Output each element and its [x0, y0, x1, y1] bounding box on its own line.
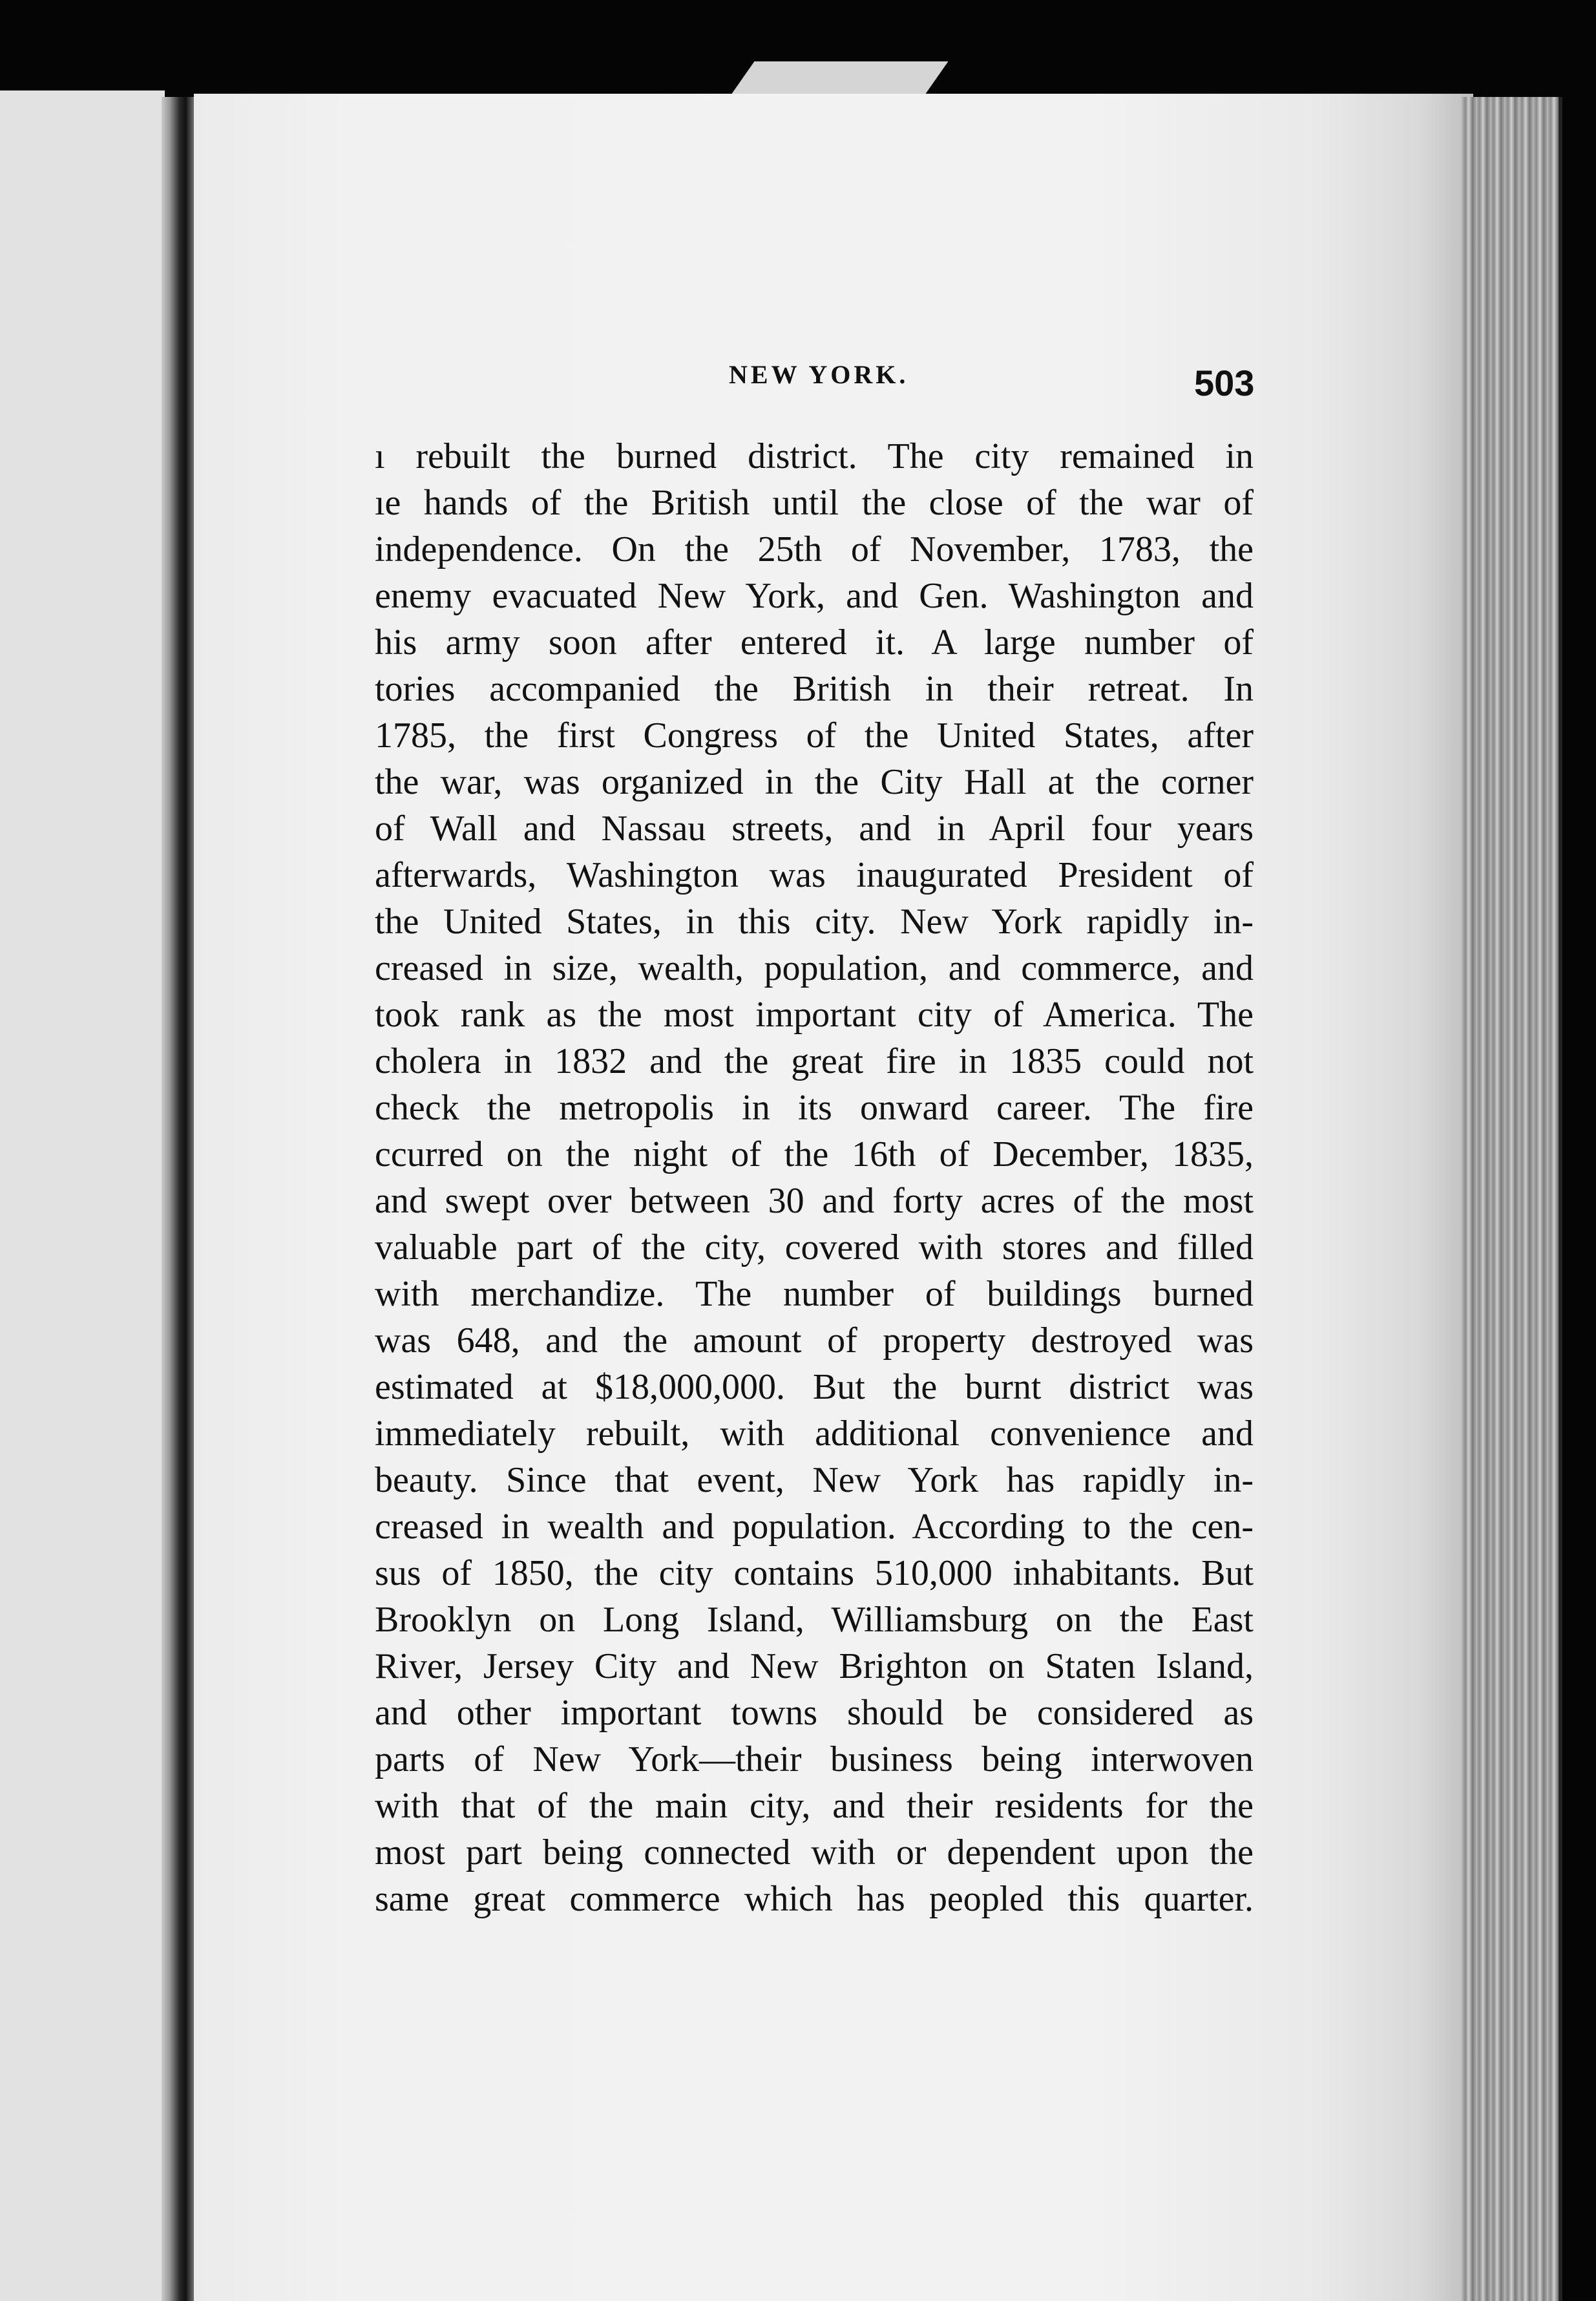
text-line: ı rebuilt the burned district. The city remained in [375, 436, 1254, 476]
text-line: most part being connected with or dependent upon the [375, 1832, 1254, 1872]
text-line: ıe hands of the British until the close of the war of [375, 483, 1254, 523]
text-line: cholera in 1832 and the great fire in 1835 could not [375, 1041, 1254, 1081]
text-line: valuable part of the city, covered with stores and filled [375, 1227, 1254, 1267]
text-line: took rank as the most important city of America. The [375, 995, 1254, 1035]
text-line: tories accompanied the British in their retreat. In [375, 669, 1254, 709]
text-line: creased in wealth and population. According to the cen- [375, 1507, 1254, 1547]
text-line: Brooklyn on Long Island, Williamsburg on the East [375, 1600, 1254, 1640]
text-line: independence. On the 25th of November, 1783, the [375, 529, 1254, 569]
page-number: 503 [1194, 363, 1255, 403]
running-header: NEW YORK. [729, 360, 909, 389]
text-line: and other important towns should be considered as [375, 1693, 1254, 1733]
text-line: estimated at $18,000,000. But the burnt district was [375, 1367, 1254, 1407]
text-line: River, Jersey City and New Brighton on Staten Island, [375, 1646, 1254, 1686]
text-line: immediately rebuilt, with additional convenience and [375, 1414, 1254, 1454]
text-line: the war, was organized in the City Hall at the corner [375, 762, 1254, 802]
text-line: sus of 1850, the city contains 510,000 inhabitants. But [375, 1553, 1254, 1593]
text-line: enemy evacuated New York, and Gen. Washington and [375, 576, 1254, 616]
text-line: parts of New York—their business being interwoven [375, 1739, 1254, 1779]
text-line: was 648, and the amount of property destroyed was [375, 1320, 1254, 1361]
text-line: creased in size, wealth, population, and commerce, and [375, 948, 1254, 988]
text-line: of Wall and Nassau streets, and in April four years [375, 809, 1254, 849]
text-line: check the metropolis in its onward career. The fire [375, 1088, 1254, 1128]
text-line: and swept over between 30 and forty acres of the most [375, 1181, 1254, 1221]
text-line: same great commerce which has peopled this quarter. [375, 1879, 1254, 1919]
text-line: with that of the main city, and their residents for the [375, 1786, 1254, 1826]
text-line: afterwards, Washington was inaugurated President of [375, 855, 1254, 895]
text-line: his army soon after entered it. A large number of [375, 622, 1254, 663]
text-line: the United States, in this city. New York rapidly in- [375, 902, 1254, 942]
text-line: ccurred on the night of the 16th of December, 1835, [375, 1134, 1254, 1174]
text-line: 1785, the first Congress of the United States, after [375, 716, 1254, 756]
text-line: with merchandize. The number of buildings burned [375, 1274, 1254, 1314]
text-line: beauty. Since that event, New York has rapidly in- [375, 1460, 1254, 1500]
